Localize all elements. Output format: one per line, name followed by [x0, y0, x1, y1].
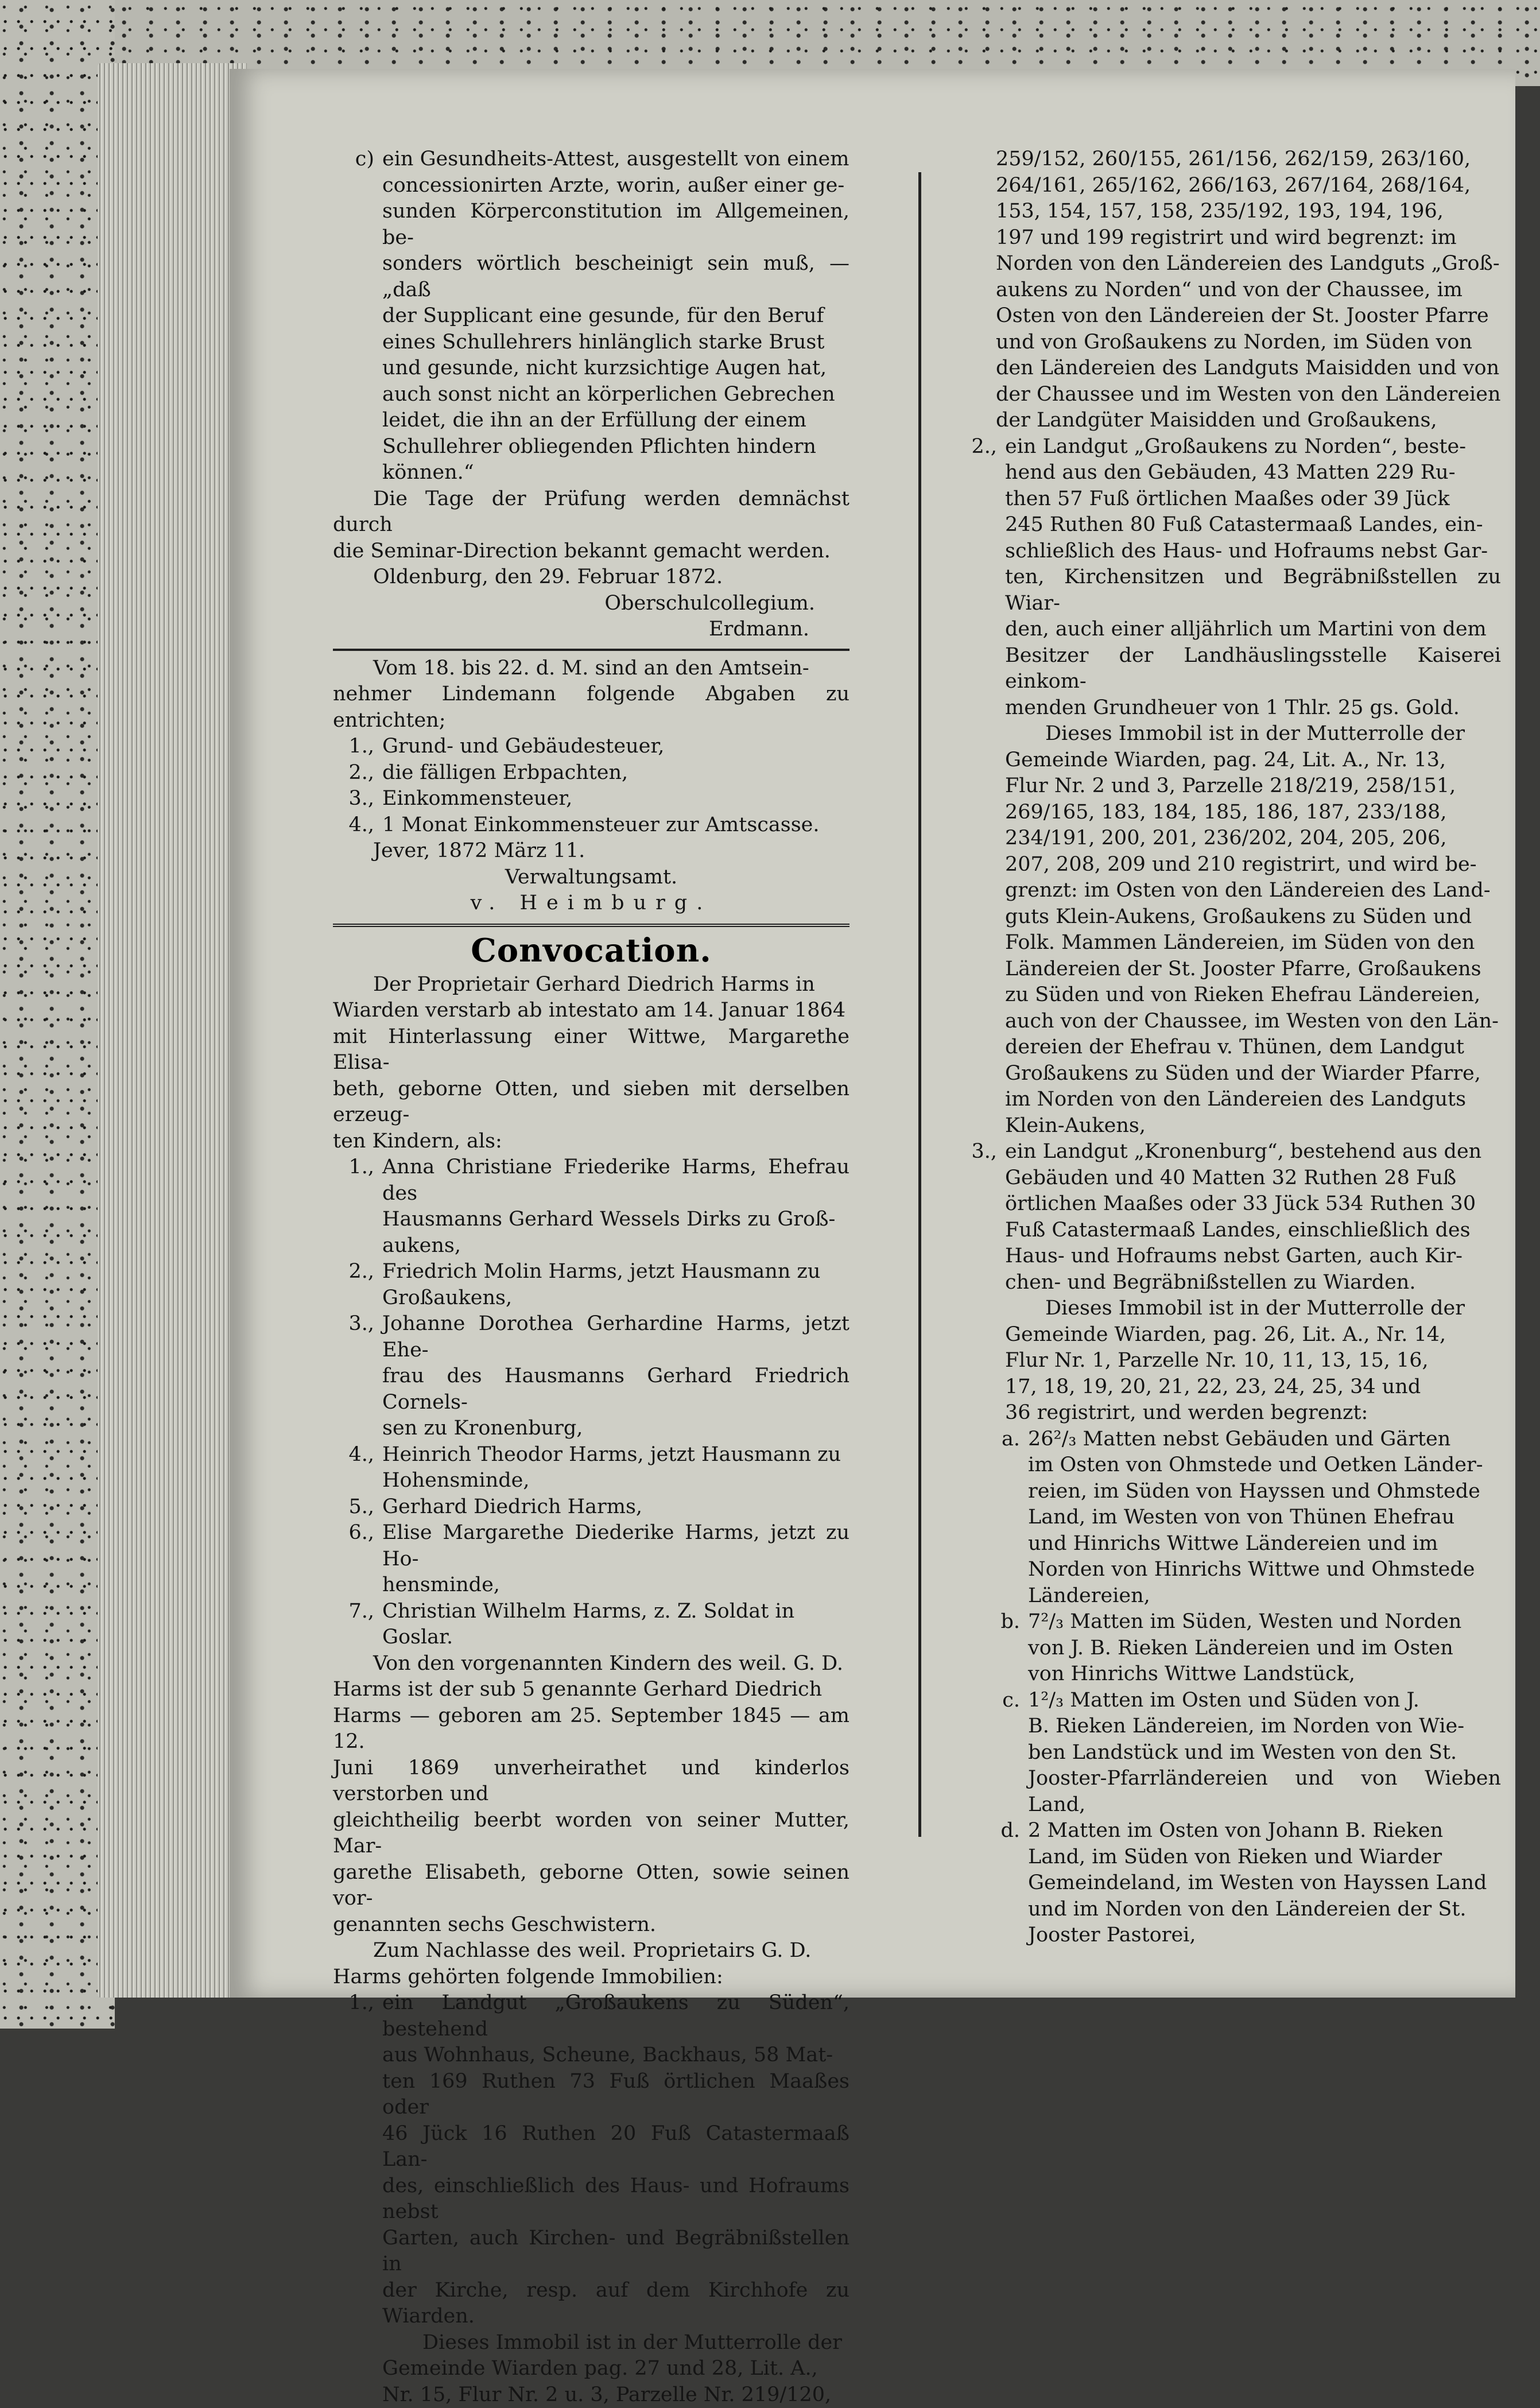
- text-line: Harms — geboren am 25. September 1845 — am 12.: [333, 1703, 849, 1755]
- text-line: Großaukens,: [382, 1285, 849, 1312]
- immobil-item: [956, 1139, 1501, 1426]
- text-line: ein Landgut „Großaukens zu Süden“, bestehend: [382, 1990, 849, 2042]
- item-text: [1005, 1139, 1501, 1426]
- text-line: garethe Elisabeth, geborne Otten, sowie seinen vor-: [333, 1860, 849, 1912]
- item-number: 2.,: [333, 760, 382, 786]
- text-line: Norden von Hinrichs Wittwe und Ohmstede: [1028, 1557, 1501, 1583]
- authority: Oberschulcollegium.: [333, 591, 849, 617]
- text-line: ben Landstück und im Westen von den St.: [1028, 1740, 1501, 1766]
- text-line: sonders wörtlich bescheinigt sein muß, — „daß: [382, 251, 849, 303]
- text-line: Gemeinde Wiarden pag. 27 und 28, Lit. A.,: [382, 2356, 849, 2382]
- text-line: Johanne Dorothea Gerhardine Harms, jetzt Ehe-: [382, 1311, 849, 1363]
- text-line: aus Wohnhaus, Scheune, Backhaus, 58 Mat-: [382, 2042, 849, 2069]
- signer: Erdmann.: [333, 616, 849, 643]
- text-line: B. Rieken Ländereien, im Norden von Wie-: [1028, 1713, 1501, 1740]
- immobil-item: [333, 1990, 849, 2408]
- item-number: 3.,: [333, 1311, 382, 1442]
- item-text: [382, 1494, 849, 1521]
- text-line: Garten, auch Kirchen- und Begräbnißstellen in: [382, 2225, 849, 2278]
- text-line: 245 Ruthen 80 Fuß Catastermaaß Landes, ein-: [1005, 512, 1501, 538]
- abgaben-line: Vom 18. bis 22. d. M. sind an den Amtsein-: [333, 656, 849, 682]
- text-line: 207, 208, 209 und 210 registrirt, und wird be-: [1005, 852, 1501, 878]
- child-item: [333, 1442, 849, 1494]
- text-line: aukens,: [382, 1233, 849, 1259]
- item-text: [1028, 1426, 1501, 1610]
- item-letter: d.: [979, 1818, 1028, 1949]
- text-line: Friedrich Molin Harms, jetzt Hausmann zu: [382, 1259, 849, 1285]
- item-text: Einkommensteuer,: [382, 786, 849, 812]
- text-line: ten, Kirchensitzen und Begräbnißstellen zu Wiar-: [1005, 564, 1501, 616]
- item-text: [1005, 434, 1501, 1139]
- text-line: 259/152, 260/155, 261/156, 262/159, 263/160,: [996, 146, 1501, 173]
- item-text: [382, 1311, 849, 1442]
- text-line: 36 registrirt, und werden begrenzt:: [1005, 1400, 1501, 1426]
- text-line: Der Proprietair Gerhard Diedrich Harms in: [333, 972, 849, 998]
- text-line: auch sonst nicht an körperlichen Gebrechen: [382, 382, 849, 408]
- text-line: 153, 154, 157, 158, 235/192, 193, 194, 196,: [996, 199, 1501, 225]
- date-line: Oldenburg, den 29. Februar 1872.: [333, 564, 849, 591]
- text-line: Gemeinde Wiarden, pag. 26, Lit. A., Nr. 14,: [1005, 1322, 1501, 1348]
- text-line: Dieses Immobil ist in der Mutterrolle der: [1005, 721, 1501, 747]
- text-line: then 57 Fuß örtlichen Maaßes oder 39 Jück: [1005, 486, 1501, 513]
- item-text: Grund- und Gebäudesteuer,: [382, 734, 849, 760]
- text-line: Elise Margarethe Diederike Harms, jetzt zu Ho-: [382, 1520, 849, 1572]
- text-line: Schullehrer obliegenden Pflichten hindern: [382, 434, 849, 460]
- date-line: Jever, 1872 März 11.: [333, 838, 849, 864]
- text-line: von J. B. Rieken Ländereien und im Osten: [1028, 1635, 1501, 1662]
- item-c-label: c): [333, 146, 382, 486]
- child-item: [333, 1154, 849, 1259]
- authority: Verwaltungsamt.: [333, 864, 849, 891]
- text-line: Goslar.: [382, 1624, 849, 1651]
- text-line: Gemeinde Wiarden, pag. 24, Lit. A., Nr. 13,: [1005, 747, 1501, 774]
- text-line: und im Norden von den Ländereien der St.: [1028, 1897, 1501, 1923]
- right-column: [956, 146, 1501, 1949]
- text-line: sunden Körperconstitution im Allgemeinen, be-: [382, 199, 849, 251]
- text-line: Hausmanns Gerhard Wessels Dirks zu Groß-: [382, 1207, 849, 1233]
- text-line: dereien der Ehefrau v. Thünen, dem Landgut: [1005, 1034, 1501, 1061]
- text-line: ein Landgut „Kronenburg“, bestehend aus den: [1005, 1139, 1501, 1165]
- pruefung-line: die Seminar-Direction bekannt gemacht werden.: [333, 538, 849, 565]
- text-line: Gerhard Diedrich Harms,: [382, 1494, 849, 1521]
- text-line: der Kirche, resp. auf dem Kirchhofe zu Wiarden.: [382, 2278, 849, 2330]
- item-text: [382, 1259, 849, 1311]
- text-line: 197 und 199 registrirt und wird begrenzt: im: [996, 225, 1501, 251]
- item-c-text: [382, 146, 849, 486]
- text-line: Jooster Pastorei,: [1028, 1922, 1501, 1949]
- text-line: Gebäuden und 40 Matten 32 Ruthen 28 Fuß: [1005, 1165, 1501, 1192]
- text-line: 269/165, 183, 184, 185, 186, 187, 233/188,: [1005, 800, 1501, 826]
- list-item: [333, 786, 849, 812]
- text-line: hensminde,: [382, 1572, 849, 1599]
- text-line: ein Landgut „Großaukens zu Norden“, beste-: [1005, 434, 1501, 460]
- left-column: [333, 146, 849, 2408]
- text-line: der Landgüter Maisidden und Großaukens,: [996, 408, 1501, 434]
- text-line: guts Klein-Aukens, Großaukens zu Süden und: [1005, 904, 1501, 930]
- immobil-item: [956, 434, 1501, 1139]
- sub-item: [956, 1688, 1501, 1818]
- item-text: 1 Monat Einkommensteuer zur Amtscasse.: [382, 812, 849, 839]
- text-line: mit Hinterlassung einer Wittwe, Margarethe Elisa-: [333, 1024, 849, 1076]
- item-c: [333, 146, 849, 486]
- text-line: Wiarden verstarb ab intestato am 14. Januar 1864: [333, 998, 849, 1024]
- text-line: den Ländereien des Landguts Maisidden und von: [996, 355, 1501, 382]
- pruefung-line: Die Tage der Prüfung werden demnächst durch: [333, 486, 849, 538]
- page-edges: [98, 63, 247, 1998]
- signer: v. Heimburg.: [333, 890, 849, 917]
- text-line: gleichtheilig beerbt worden von seiner Mutter, Mar-: [333, 1808, 849, 1860]
- text-line: Ländereien der St. Jooster Pfarre, Großaukens: [1005, 956, 1501, 983]
- list-item: [333, 734, 849, 760]
- text-line: von Hinrichs Wittwe Landstück,: [1028, 1661, 1501, 1688]
- text-line: Fuß Catastermaaß Landes, einschließlich des: [1005, 1217, 1501, 1244]
- item-text: [382, 1990, 849, 2408]
- child-item: [333, 1494, 849, 1521]
- text-line: 264/161, 265/162, 266/163, 267/164, 268/164,: [996, 173, 1501, 199]
- text-line: können.“: [382, 460, 849, 486]
- text-line: der Chaussee und im Westen von den Ländereien: [996, 382, 1501, 408]
- text-line: und gesunde, nicht kurzsichtige Augen hat,: [382, 355, 849, 382]
- item-text: [1028, 1818, 1501, 1949]
- text-line: im Osten von Ohmstede und Oetken Länder-: [1028, 1452, 1501, 1479]
- text-line: Harms ist der sub 5 genannte Gerhard Diedrich: [333, 1677, 849, 1703]
- text-line: Nr. 15, Flur Nr. 2 u. 3, Parzelle Nr. 219/120,: [382, 2382, 849, 2408]
- text-line: Osten von den Ländereien der St. Jooster Pfarre: [996, 303, 1501, 329]
- text-line: Haus- und Hofraums nebst Garten, auch Kir-: [1005, 1243, 1501, 1270]
- text-line: Von den vorgenannten Kindern des weil. G. D.: [333, 1651, 849, 1677]
- text-line: des, einschließlich des Haus- und Hofraums nebst: [382, 2173, 849, 2225]
- item-text: [382, 1442, 849, 1494]
- continued-text: [956, 146, 1501, 434]
- section-rule: [333, 649, 849, 651]
- item-number: 1.,: [333, 734, 382, 760]
- item-text: [1028, 1609, 1501, 1688]
- text-line: chen- und Begräbnißstellen zu Wiarden.: [1005, 1270, 1501, 1296]
- text-line: 2 Matten im Osten von Johann B. Rieken: [1028, 1818, 1501, 1844]
- text-line: Land, im Süden von Rieken und Wiarder: [1028, 1844, 1501, 1871]
- text-line: genannten sechs Geschwistern.: [333, 1912, 849, 1938]
- text-line: Land, im Westen von von Thünen Ehefrau: [1028, 1504, 1501, 1531]
- text-line: menden Grundheuer von 1 Thlr. 25 gs. Gold.: [1005, 695, 1501, 722]
- item-number: 2.,: [333, 1259, 382, 1311]
- item-number: 4.,: [333, 812, 382, 839]
- text-line: schließlich des Haus- und Hofraums nebst Gar-: [1005, 538, 1501, 565]
- text-line: Folk. Mammen Ländereien, im Süden von den: [1005, 930, 1501, 956]
- item-number: 3.,: [956, 1139, 1005, 1426]
- section-rule: [333, 924, 849, 928]
- text-line: auch von der Chaussee, im Westen von den Län-: [1005, 1009, 1501, 1035]
- item-number: 1.,: [333, 1154, 382, 1259]
- text-line: 1²/₃ Matten im Osten und Süden von J.: [1028, 1688, 1501, 1714]
- child-item: [333, 1520, 849, 1599]
- text-line: Heinrich Theodor Harms, jetzt Hausmann zu: [382, 1442, 849, 1468]
- text-line: und von Großaukens zu Norden, im Süden von: [996, 329, 1501, 356]
- item-text: [382, 1599, 849, 1651]
- sub-item: [956, 1818, 1501, 1949]
- item-letter: c.: [979, 1688, 1028, 1818]
- text-line: ten Kindern, als:: [333, 1129, 849, 1155]
- list-item: [333, 812, 849, 839]
- item-letter: a.: [979, 1426, 1028, 1610]
- text-line: Harms gehörten folgende Immobilien:: [333, 1964, 849, 1991]
- text-line: den, auch einer alljährlich um Martini von dem: [1005, 616, 1501, 643]
- text-line: Ländereien,: [1028, 1583, 1501, 1610]
- text-line: örtlichen Maaßes oder 33 Jück 534 Ruthen 30: [1005, 1191, 1501, 1217]
- item-text: die fälligen Erbpachten,: [382, 760, 849, 786]
- item-number: 1.,: [333, 1990, 382, 2408]
- text-line: leidet, die ihn an der Erfüllung der einem: [382, 408, 849, 434]
- text-line: Hohensminde,: [382, 1468, 849, 1494]
- child-item: [333, 1259, 849, 1311]
- child-item: [333, 1599, 849, 1651]
- text-line: ten 169 Ruthen 73 Fuß örtlichen Maaßes oder: [382, 2069, 849, 2121]
- text-line: Flur Nr. 1, Parzelle Nr. 10, 11, 13, 15, 16,: [1005, 1348, 1501, 1374]
- item-number: 6.,: [333, 1520, 382, 1599]
- text-line: Zum Nachlasse des weil. Proprietairs G. D.: [333, 1938, 849, 1964]
- text-line: zu Süden und von Rieken Ehefrau Ländereien,: [1005, 982, 1501, 1009]
- text-line: concessionirten Arzte, worin, außer einer ge-: [382, 173, 849, 199]
- abgaben-line: nehmer Lindemann folgende Abgaben zu entrichten;: [333, 681, 849, 734]
- item-text: [1028, 1688, 1501, 1818]
- text-line: 234/191, 200, 201, 236/202, 204, 205, 206,: [1005, 825, 1501, 852]
- text-line: Juni 1869 unverheirathet und kinderlos verstorben und: [333, 1755, 849, 1808]
- text-line: Klein-Aukens,: [1005, 1113, 1501, 1139]
- text-line: 17, 18, 19, 20, 21, 22, 23, 24, 25, 34 und: [1005, 1374, 1501, 1401]
- text-line: ein Gesundheits-Attest, ausgestellt von einem: [382, 146, 849, 173]
- text-line: Dieses Immobil ist in der Mutterrolle der: [1005, 1296, 1501, 1322]
- item-text: [382, 1520, 849, 1599]
- section-heading: Convocation.: [333, 932, 849, 970]
- text-line: Jooster-Pfarrländereien und von Wieben Land,: [1028, 1766, 1501, 1818]
- text-line: 7²/₃ Matten im Süden, Westen und Norden: [1028, 1609, 1501, 1635]
- text-line: Großaukens zu Süden und der Wiarder Pfarre,: [1005, 1061, 1501, 1087]
- item-text: [382, 1154, 849, 1259]
- sub-item: [956, 1426, 1501, 1610]
- text-line: Besitzer der Landhäuslingsstelle Kaiserei einkom-: [1005, 643, 1501, 695]
- text-line: Dieses Immobil ist in der Mutterrolle der: [382, 2330, 849, 2356]
- item-number: 4.,: [333, 1442, 382, 1494]
- text-line: sen zu Kronenburg,: [382, 1416, 849, 1442]
- text-line: aukens zu Norden“ und von der Chaussee, im: [996, 277, 1501, 304]
- item-number: 3.,: [333, 786, 382, 812]
- text-line: eines Schullehrers hinlänglich starke Brust: [382, 329, 849, 356]
- list-item: [333, 760, 849, 786]
- item-letter: b.: [979, 1609, 1028, 1688]
- text-line: frau des Hausmanns Gerhard Friedrich Cornels-: [382, 1363, 849, 1416]
- item-number: 5.,: [333, 1494, 382, 1521]
- text-line: der Supplicant eine gesunde, für den Beruf: [382, 303, 849, 329]
- text-line: reien, im Süden von Hayssen und Ohmstede: [1028, 1479, 1501, 1505]
- sub-item: [956, 1609, 1501, 1688]
- text-line: Anna Christiane Friederike Harms, Ehefrau des: [382, 1154, 849, 1207]
- column-divider: [918, 172, 921, 1837]
- text-line: 46 Jück 16 Ruthen 20 Fuß Catastermaaß Lan-: [382, 2121, 849, 2173]
- text-line: grenzt: im Osten von den Ländereien des Land-: [1005, 878, 1501, 904]
- text-line: hend aus den Gebäuden, 43 Matten 229 Ru-: [1005, 460, 1501, 486]
- text-line: beth, geborne Otten, und sieben mit derselben erzeug-: [333, 1076, 849, 1129]
- text-line: Flur Nr. 2 und 3, Parzelle 218/219, 258/151,: [1005, 773, 1501, 800]
- text-line: 26²/₃ Matten nebst Gebäuden und Gärten: [1028, 1426, 1501, 1453]
- child-item: [333, 1311, 849, 1442]
- text-line: und Hinrichs Wittwe Ländereien und im: [1028, 1531, 1501, 1557]
- item-number: 7.,: [333, 1599, 382, 1651]
- item-number: 2.,: [956, 434, 1005, 1139]
- text-line: Gemeindeland, im Westen von Hayssen Land: [1028, 1870, 1501, 1897]
- text-line: Norden von den Ländereien des Landguts „Groß-: [996, 251, 1501, 277]
- text-line: Christian Wilhelm Harms, z. Z. Soldat in: [382, 1599, 849, 1625]
- text-line: im Norden von den Ländereien des Landguts: [1005, 1087, 1501, 1113]
